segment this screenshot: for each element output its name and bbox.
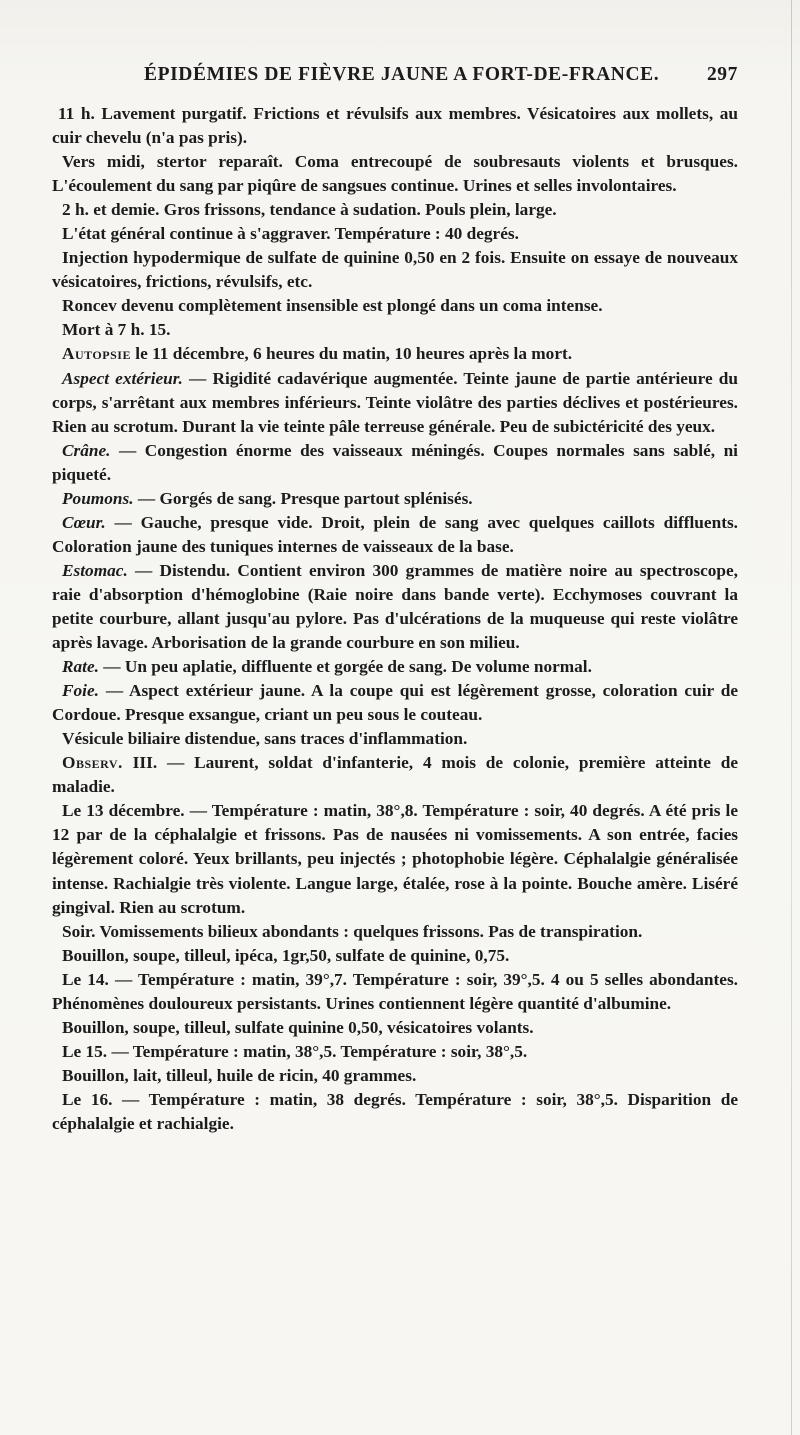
paragraph: L'état général continue à s'aggraver. Température : 40 degrés. [62,224,519,244]
vesicule-paragraph: Vésicule biliaire distendue, sans traces d'inflammation. [62,729,468,749]
page-number: 297 [706,64,738,85]
paragraph: Bouillon, soupe, tilleul, sulfate quinine 0,50, vésicatoires volants. [62,1017,534,1037]
paragraph: Soir. Vomissements bilieux abondants : quelques frissons. Pas de transpiration. [62,921,643,941]
section-coeur [52,511,738,559]
running-header [52,64,738,94]
page-edge-shadow [791,0,792,1435]
section-label: Aspect extérieur. [62,368,183,388]
paragraph: Injection hypodermique de sulfate de quinine 0,50 en 2 fois. Ensuite on essaye de nouveaux vésicatoires, frictions, révulsifs, etc. [52,248,738,292]
paragraph: 2 h. et demie. Gros frissons, tendance à sudation. Pouls plein, large. [62,200,557,220]
section-text: — Aspect extérieur jaune. A la coupe qui est légèrement grosse, coloration cuir de Cordoue. Presque exsangue, criant un peu sous le couteau. [52,681,738,725]
observation-label: Observ. [62,753,123,773]
paragraph: Mort à 7 h. 15. [62,320,171,340]
paragraph: Le 14. — Température : matin, 39°,7. Température : soir, 39°,5. 4 ou 5 selles abondantes. Phénomènes douloureux persistants. Urines contiennent légère quantité d'albumine. [52,969,738,1013]
section-text: — Gorgés de sang. Presque partout splénisés. [133,488,473,508]
paragraph: Vers midi, stertor reparaît. Coma entrecoupé de soubresauts violents et brusques. L'écoulement du sang par piqûre de sangsues continue. Urines et selles involontaires. [52,152,738,196]
observation-paragraph [52,751,738,799]
paragraph: Roncev devenu complètement insensible est plongé dans un coma intense. [62,296,603,316]
paragraph: Bouillon, soupe, tilleul, ipéca, 1gr,50, sulfate de quinine, 0,75. [62,945,510,965]
section-text: — Congestion énorme des vaisseaux méningés. Coupes normales sans sablé, ni piqueté. [52,440,738,484]
header-title: ÉPIDÉMIES DE FIÈVRE JAUNE A FORT-DE-FRANCE. [144,64,660,85]
autopsie-paragraph [52,342,738,366]
section-label: Crâne. [62,440,111,460]
section-text: — Rigidité cadavérique augmentée. Teinte jaune de partie antérieure du corps, s'arrêtant aux membres inférieurs. Teinte violâtre des parties déclives et postérieures. Rien au scrotum. Durant la vie teinte pâle terreuse générale. Peu de subictéricité des yeux. [52,368,738,436]
autopsie-label: Autopsie [62,344,131,364]
section-crane [52,439,738,487]
section-text: — Gauche, presque vide. Droit, plein de sang avec quelques caillots diffluents. Coloration jaune des tuniques internes de vaisseaux de la base. [52,512,738,556]
autopsie-text: le 11 décembre, 6 heures du matin, 10 heures après la mort. [130,344,573,364]
paragraph: Le 16. — Température : matin, 38 degrés. Température : soir, 38°,5. Disparition de céphalalgie et rachialgie. [52,1089,738,1133]
section-label: Estomac. [62,560,128,580]
observation-text: III. — Laurent, soldat d'infanterie, 4 mois de colonie, première atteinte de maladie. [52,753,738,797]
section-estomac [52,559,738,655]
section-aspect [52,367,738,439]
section-label: Rate. [62,657,99,677]
paragraph: 11 h. Lavement purgatif. Frictions et révulsifs aux membres. Vésicatoires aux mollets, au cuir chevelu (n'a pas pris). [52,104,738,148]
section-text: — Distendu. Contient environ 300 grammes de matière noire au spectroscope, raie d'absorption d'hémoglobine (Raie noire dans bande verte). Ecchymoses couvrant la petite courbure, allant jusqu'au pylore. Pas d'ulcérations de la muqueuse qui reste violâtre après lavage. Arborisation de la grande courbure en son milieu. [52,560,738,653]
paragraph: Le 15. — Température : matin, 38°,5. Température : soir, 38°,5. [62,1041,528,1061]
paragraph: Bouillon, lait, tilleul, huile de ricin, 40 grammes. [62,1065,417,1085]
section-label: Poumons. [62,488,134,508]
section-rate [52,655,738,679]
section-foie [52,679,738,727]
section-label: Cœur. [62,512,106,532]
body-text [52,102,738,1136]
section-poumons [52,487,738,511]
section-text: — Un peu aplatie, diffluente et gorgée de sang. De volume normal. [98,657,592,677]
paragraph: Le 13 décembre. — Température : matin, 38°,8. Température : soir, 40 degrés. A été pris le 12 par de la céphalalgie et frissons. Pas de nausées ni vomissements. A son entrée, facies légèrement coloré. Yeux brillants, peu injectés ; photophobie légère. Céphalalgie généralisée intense. Rachialgie très violente. Langue large, étalée, rose à la pointe. Bouche amère. Liséré gingival. Rien au scrotum. [52,801,738,917]
section-label: Foie. [62,681,99,701]
